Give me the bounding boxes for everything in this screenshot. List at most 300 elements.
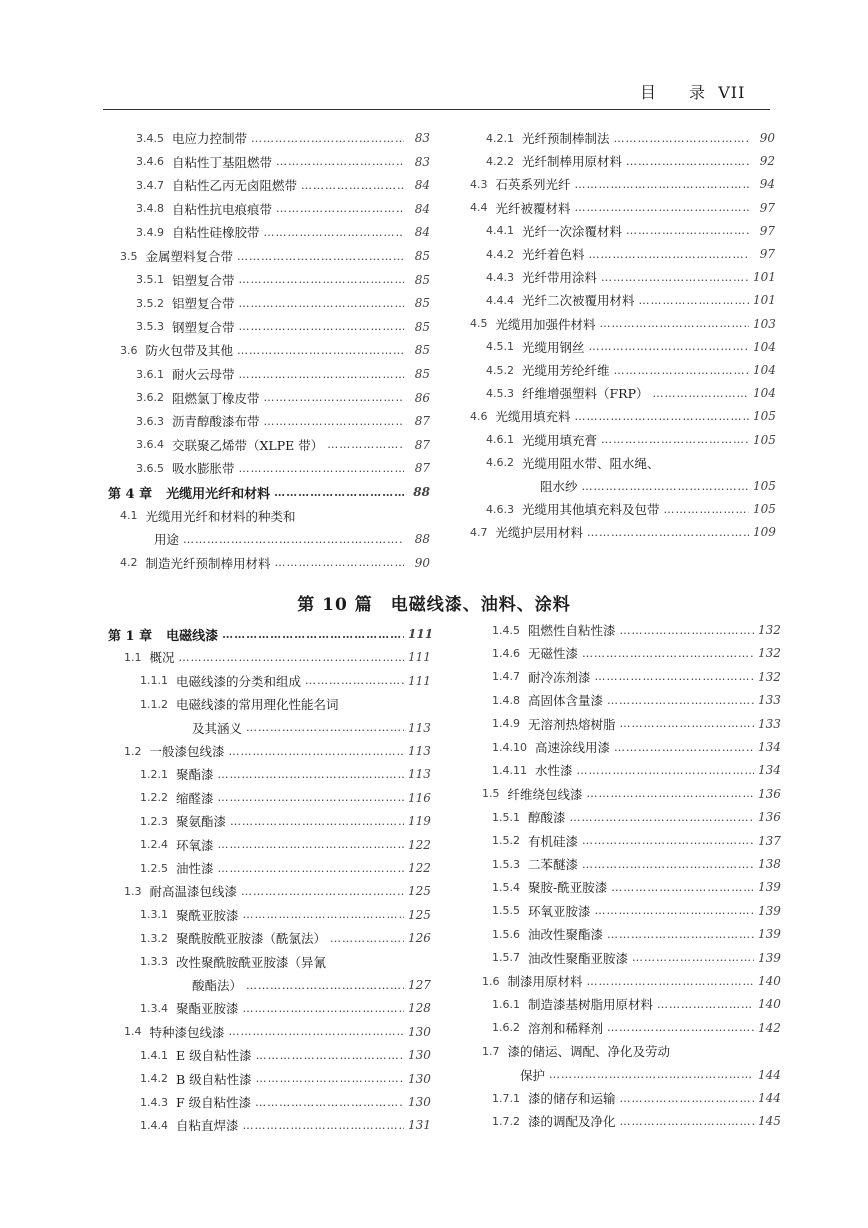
- toc-entry-title: 光缆用芳纶纤维: [522, 363, 610, 378]
- toc-entry-page: 139: [758, 880, 781, 895]
- toc-entry-page: 105: [753, 502, 776, 517]
- toc-leader-dots: [611, 881, 754, 894]
- toc-entry-title: 光缆用光纤和材料的种类和: [145, 508, 296, 524]
- toc-entry-title: F 级自粘性漆: [176, 1095, 252, 1110]
- toc-entry-title: 改性聚酰胺酰亚胺漆（异氰: [176, 954, 327, 970]
- toc-leader-dots: [620, 1092, 754, 1105]
- toc-entry-number: 1.4.7: [492, 670, 520, 684]
- toc-entry-number: 3.6.4: [136, 438, 164, 452]
- toc-leader-dots: [276, 202, 404, 215]
- toc-entry: [492, 714, 780, 734]
- toc-entry: [486, 499, 775, 519]
- toc-entry-number: 1.3.2: [140, 931, 168, 945]
- toc-entry-page: 109: [753, 525, 776, 540]
- toc-entry-number: 4.4.1: [486, 224, 514, 238]
- toc-entry-title: 环氧亚胺漆: [528, 903, 591, 919]
- toc-entry: [486, 337, 775, 357]
- toc-entry: [136, 270, 430, 290]
- toc-entry-number: 1.1.1: [140, 674, 168, 688]
- toc-entry: [124, 1022, 430, 1042]
- toc-entry-page: 126: [408, 931, 431, 946]
- toc-entry-number: 1.5.6: [492, 927, 520, 941]
- toc-leader-dots: [589, 340, 749, 353]
- toc-leader-dots: [582, 480, 749, 493]
- toc-entry: [140, 998, 430, 1018]
- toc-entry-number: 1.4.8: [492, 693, 520, 707]
- toc-entry: [486, 383, 775, 403]
- toc-entry-page: 104: [753, 386, 776, 401]
- toc-entry-title: 光纤带用涂料: [522, 270, 598, 286]
- toc-entry-page: 113: [408, 720, 431, 735]
- toc-entry: [470, 174, 775, 194]
- toc-entry-number: 1.4.9: [492, 717, 520, 731]
- toc-entry-title: 石英系列光纤: [495, 177, 571, 193]
- toc-entry-title: 漆的调配及净化: [528, 1114, 616, 1130]
- toc-entry-number: 1.4.5: [492, 623, 520, 637]
- toc-entry-number: 1.1: [124, 650, 142, 664]
- toc-entry: [140, 671, 430, 691]
- toc-entry-page: 144: [758, 1067, 781, 1082]
- toc-entry-number: 3.5.1: [136, 273, 164, 287]
- toc-entry-number: 4.3: [470, 177, 488, 191]
- toc-entry-number: 4.5.2: [486, 363, 514, 377]
- toc-entry-title: 纤维增强塑料（FRP）: [522, 386, 649, 402]
- toc-entry-page: 101: [753, 293, 776, 308]
- toc-entry-number: 4.1: [120, 509, 138, 523]
- toc-entry-title: 制漆用原材料: [507, 974, 583, 989]
- toc-leader-dots: [229, 745, 404, 758]
- toc-entry: [136, 293, 430, 313]
- toc-entry-title: 一般漆包线漆: [149, 744, 225, 759]
- toc-leader-dots: [632, 951, 754, 964]
- toc-entry-title: 吸水膨胀带: [172, 461, 235, 477]
- toc-entry-page: 85: [414, 367, 430, 381]
- toc-entry-page: 139: [758, 927, 781, 942]
- toc-entry-page: 84: [414, 225, 430, 240]
- toc-leader-dots: [239, 368, 404, 381]
- toc-entry-number: 1.4.10: [492, 740, 527, 754]
- part-name: 电磁线漆、油料、涂料: [390, 595, 571, 615]
- toc-entry: [482, 971, 780, 991]
- toc-entry-number: 第 4 章: [108, 486, 153, 502]
- toc-leader-dots: [620, 717, 754, 730]
- toc-entry-number: 3.4.8: [136, 202, 164, 216]
- toc-leader-dots: [243, 1002, 404, 1015]
- toc-leader-dots: [587, 787, 754, 800]
- toc-entry-number: 1.2.1: [140, 767, 168, 781]
- toc-entry-number: 1.6.1: [492, 997, 520, 1011]
- page-header: [640, 80, 745, 103]
- toc-entry-title: 光缆用阻水带、阻水绳、: [522, 455, 660, 471]
- toc-leader-dots: [607, 928, 754, 941]
- toc-entry-title: 耐高温漆包线漆: [149, 884, 238, 900]
- toc-entry: [470, 406, 775, 426]
- toc-entry-page: 127: [408, 978, 431, 992]
- toc-entry: [140, 764, 430, 784]
- toc-entry-title: 自粘性抗电痕痕带: [172, 201, 273, 217]
- toc-entry: [492, 807, 780, 827]
- toc-entry: [120, 340, 430, 360]
- toc-entry-page: 90: [759, 131, 775, 145]
- toc-entry-page: 132: [758, 623, 781, 637]
- toc-entry-page: 132: [758, 669, 781, 684]
- toc-leader-dots: [327, 438, 404, 451]
- header-label: 目: [640, 83, 658, 102]
- toc-entry-page: 83: [414, 154, 430, 169]
- toc-leader-dots: [241, 885, 404, 898]
- toc-entry: [486, 244, 775, 264]
- toc-leader-dots: [243, 1119, 404, 1132]
- part-number: 第 10 篇: [297, 595, 373, 615]
- toc-leader-dots: [229, 1025, 404, 1038]
- toc-entry: [470, 522, 775, 542]
- toc-entry-page: 132: [758, 646, 781, 661]
- toc-entry-number: 1.5.3: [492, 857, 520, 871]
- toc-entry-title: 漆的储运、调配、净化及劳动: [507, 1044, 671, 1060]
- toc-entry-page: 133: [758, 693, 781, 708]
- toc-leader-dots: [264, 415, 404, 428]
- toc-entry: [492, 760, 780, 780]
- toc-leader-dots: [230, 815, 404, 828]
- toc-entry-page: 128: [408, 1001, 431, 1016]
- toc-entry-number: 1.5.1: [492, 810, 520, 824]
- toc-entry: [486, 151, 775, 171]
- toc-entry-number: 1.6: [482, 974, 500, 988]
- toc-leader-dots: [218, 791, 404, 804]
- toc-entry-number: 3.6.2: [136, 391, 164, 405]
- toc-leader-dots: [614, 364, 749, 377]
- toc-entry: [136, 199, 430, 219]
- toc-entry-page: 122: [408, 837, 431, 852]
- toc-entry-title: 二苯醚漆: [528, 857, 579, 872]
- toc-leader-dots: [301, 179, 404, 192]
- toc-entry: [140, 811, 430, 831]
- toc-entry-number: 1.4.11: [492, 763, 527, 777]
- toc-entry-page: 85: [414, 272, 430, 287]
- toc-entry: [124, 741, 430, 761]
- toc-leader-dots: [239, 462, 404, 475]
- toc-leader-dots: [600, 317, 749, 330]
- toc-entry-title: 阻燃氯丁橡皮带: [172, 390, 260, 406]
- toc-entry-title: 耐冷冻剂漆: [528, 669, 591, 685]
- toc-entry-page: 119: [408, 814, 431, 829]
- toc-entry-number: 1.4: [124, 1025, 142, 1039]
- toc-leader-dots: [251, 132, 404, 145]
- header-label-2: 录: [689, 83, 707, 102]
- toc-entry-title: 阻燃性自粘性漆: [528, 623, 616, 638]
- toc-entry: [140, 1045, 430, 1065]
- toc-entry: [140, 788, 430, 808]
- toc-entry: [486, 430, 775, 450]
- toc-entry: [520, 1065, 780, 1085]
- toc-entry: [124, 647, 430, 667]
- toc-entry: [492, 1111, 780, 1131]
- toc-leader-dots: [570, 811, 754, 824]
- toc-entry: [492, 948, 780, 968]
- toc-entry: [140, 1069, 430, 1089]
- toc-entry-page: 105: [753, 479, 776, 493]
- toc-entry-page: 139: [758, 903, 781, 918]
- toc-entry-title: 聚酯漆: [176, 767, 214, 783]
- toc-entry-number: 1.2.4: [140, 838, 168, 852]
- toc-entry: [492, 737, 780, 757]
- toc-entry-number: 4.5.3: [486, 386, 514, 400]
- toc-entry-page: 131: [408, 1118, 431, 1133]
- toc-leader-dots: [549, 1068, 754, 1081]
- toc-entry-title: 醇酸漆: [528, 810, 566, 826]
- toc-entry: [492, 901, 780, 921]
- toc-entry-title: 自粘性乙丙无卤阻燃带: [172, 178, 298, 194]
- toc-entry-title: 电磁线漆的常用理化性能名词: [176, 697, 339, 713]
- toc-entry-number: 3.6.5: [136, 461, 164, 475]
- toc-entry: [120, 506, 430, 526]
- toc-entry: [192, 975, 430, 995]
- toc-entry-number: 4.2.2: [486, 154, 514, 168]
- toc-entry-page: 86: [414, 390, 430, 405]
- toc-entry-number: 3.4.7: [136, 178, 164, 192]
- toc-leader-dots: [575, 178, 749, 191]
- toc-entry-title: 高速涂线用漆: [535, 740, 611, 755]
- toc-entry-page: 85: [414, 319, 430, 334]
- toc-entry-number: 1.4.2: [140, 1072, 168, 1086]
- toc-leader-dots: [239, 273, 404, 286]
- toc-entry-page: 90: [414, 555, 430, 570]
- toc-leader-dots: [255, 1096, 404, 1109]
- toc-entry-page: 105: [753, 409, 776, 424]
- toc-leader-dots: [330, 932, 404, 945]
- toc-entry-page: 111: [408, 650, 431, 665]
- toc-leader-dots: [218, 768, 404, 781]
- toc-entry-title: B 级自粘性漆: [176, 1071, 252, 1087]
- toc-entry-number: 3.4.6: [136, 155, 164, 169]
- toc-entry: [470, 198, 775, 218]
- toc-leader-dots: [582, 647, 754, 660]
- toc-entry-number: 4.2.1: [486, 131, 514, 145]
- toc-entry-page: 104: [753, 363, 776, 377]
- toc-leader-dots: [601, 271, 749, 284]
- toc-entry-number: 4.4.3: [486, 270, 514, 284]
- toc-entry-number: 3.6.3: [136, 414, 164, 428]
- toc-entry-number: 1.5.2: [492, 834, 520, 848]
- toc-entry-title: 制造光纤预制棒用材料: [145, 555, 271, 571]
- toc-entry-page: 85: [414, 343, 430, 358]
- toc-leader-dots: [595, 904, 754, 917]
- toc-leader-dots: [276, 155, 404, 168]
- toc-entry-number: 1.5.4: [492, 880, 520, 894]
- toc-entry: [492, 1018, 780, 1038]
- toc-entry: [140, 858, 430, 878]
- toc-entry-number: 1.3.1: [140, 908, 168, 922]
- toc-entry-title: 耐火云母带: [172, 367, 235, 382]
- toc-entry-number: 1.4.1: [140, 1048, 168, 1062]
- toc-entry: [136, 128, 430, 148]
- toc-entry-title: 聚酯亚胺漆: [176, 1001, 239, 1017]
- toc-entry-title: 光纤制棒用原材料: [522, 154, 623, 170]
- toc-entry-number: 4.6.3: [486, 502, 514, 516]
- toc-entry-number: 1.1.2: [140, 697, 168, 711]
- toc-entry-title: 光纤一次涂覆材料: [522, 223, 623, 239]
- toc-entry-number: 1.3.3: [140, 955, 168, 969]
- toc-entry-page: 85: [414, 249, 430, 263]
- part-title: [0, 590, 868, 615]
- toc-leader-dots: [582, 858, 754, 871]
- toc-leader-dots: [653, 387, 750, 400]
- toc-leader-dots: [218, 862, 404, 875]
- toc-entry-page: 97: [759, 223, 775, 238]
- toc-entry-page: 92: [759, 154, 775, 169]
- toc-entry-number: 1.7.2: [492, 1114, 520, 1128]
- toc-entry: [486, 221, 775, 241]
- toc-entry-number: 1.5.7: [492, 951, 520, 965]
- toc-leader-dots: [595, 670, 754, 683]
- toc-entry-title: 纤维绕包线漆: [507, 786, 583, 802]
- toc-entry-title: 光缆用填充膏: [522, 432, 598, 448]
- toc-entry-page: 122: [408, 861, 431, 875]
- toc-entry: [136, 222, 430, 242]
- toc-entry-number: 3.6.1: [136, 367, 164, 381]
- toc-entry: [136, 435, 430, 455]
- toc-entry-page: 144: [758, 1091, 781, 1105]
- toc-entry-title: E 级自粘性漆: [176, 1048, 252, 1064]
- toc-entry-page: 130: [408, 1071, 431, 1086]
- toc-leader-dots: [620, 624, 754, 637]
- toc-entry: [482, 1041, 780, 1061]
- toc-entry-number: 1.3.4: [140, 1001, 168, 1015]
- toc-entry: [108, 624, 434, 644]
- toc-entry-title: 铝塑复合带: [172, 296, 235, 312]
- toc-entry-page: 142: [758, 1020, 781, 1035]
- toc-leader-dots: [256, 1072, 404, 1085]
- toc-entry-title: 有机硅漆: [528, 833, 579, 849]
- toc-entry-number: 4.4.2: [486, 247, 514, 261]
- toc-entry: [192, 718, 430, 738]
- toc-entry-page: 113: [408, 767, 431, 782]
- toc-entry-title: 电应力控制带: [172, 131, 248, 146]
- toc-entry: [136, 388, 430, 408]
- toc-leader-dots: [246, 721, 404, 734]
- toc-entry-title: 光纤二次被覆用材料: [522, 293, 635, 309]
- toc-leader-dots: [575, 410, 749, 423]
- toc-entry-number: 1.2.5: [140, 861, 168, 875]
- toc-entry-page: 136: [758, 786, 781, 801]
- toc-entry-page: 111: [408, 673, 431, 688]
- toc-entry-title: 聚酰亚胺漆: [176, 907, 239, 923]
- toc-entry-page: 125: [408, 907, 431, 922]
- toc-entry-title: 聚胺-酰亚胺漆: [528, 880, 608, 896]
- toc-entry-title: 缩醛漆: [176, 790, 214, 806]
- toc-entry-number: 4.6: [470, 409, 488, 423]
- toc-leader-dots: [239, 320, 404, 333]
- toc-entry: [140, 694, 430, 714]
- toc-leader-dots: [657, 998, 754, 1011]
- toc-entry: [492, 643, 780, 663]
- toc-entry: [120, 246, 430, 266]
- toc-entry-page: 130: [408, 1048, 431, 1063]
- toc-entry: [140, 952, 430, 972]
- toc-entry-page: 85: [414, 296, 430, 311]
- toc-entry-title: 无磁性漆: [528, 646, 579, 662]
- toc-entry-number: 1.4.6: [492, 646, 520, 660]
- toc-entry-title: 光纤着色料: [522, 247, 585, 262]
- toc-leader-dots: [639, 294, 749, 307]
- toc-entry-title: 特种漆包线漆: [149, 1024, 225, 1040]
- toc-leader-dots: [607, 1021, 754, 1034]
- toc-entry-page: 87: [414, 461, 430, 476]
- toc-entry-number: 1.6.2: [492, 1021, 520, 1035]
- toc-entry-title: 溶剂和稀释剂: [528, 1020, 604, 1036]
- toc-entry: [540, 476, 775, 496]
- toc-entry-title: 聚酰胺酰亚胺漆（酰氯法）: [176, 931, 327, 947]
- toc-leader-dots: [256, 1049, 404, 1062]
- toc-leader-dots: [614, 132, 749, 145]
- toc-leader-dots: [264, 391, 404, 404]
- toc-entry: [108, 482, 430, 502]
- toc-entry-title: 金属塑料复合带: [145, 249, 234, 264]
- toc-entry-number: 3.4.5: [136, 131, 164, 145]
- toc-entry: [124, 881, 430, 901]
- toc-entry-page: 84: [414, 201, 430, 216]
- toc-entry-title: 阻水纱: [540, 479, 578, 494]
- toc-leader-dots: [601, 433, 749, 446]
- toc-leader-dots: [626, 155, 749, 168]
- toc-entry-number: 4.4: [470, 201, 488, 215]
- toc-entry: [492, 994, 780, 1014]
- toc-entry-title: 光缆用光纤和材料: [166, 486, 271, 502]
- toc-leader-dots: [275, 556, 404, 569]
- toc-entry-page: 83: [414, 131, 430, 145]
- toc-entry-number: 1.5: [482, 787, 500, 801]
- toc-entry-title: 水性漆: [535, 763, 573, 779]
- toc-leader-dots: [589, 248, 749, 261]
- toc-entry: [482, 784, 780, 804]
- toc-entry-page: 133: [758, 716, 781, 731]
- toc-entry: [154, 529, 430, 549]
- toc-entry-page: 84: [414, 178, 430, 193]
- toc-leader-dots: [582, 834, 754, 847]
- toc-leader-dots: [626, 224, 749, 237]
- toc-entry-page: 103: [753, 316, 776, 331]
- toc-entry-title: 油改性聚酯亚胺漆: [528, 950, 629, 966]
- toc-entry-number: 4.7: [470, 525, 488, 539]
- toc-leader-dots: [614, 741, 754, 754]
- toc-entry-number: 4.2: [120, 556, 138, 570]
- toc-entry-title: 防火包带及其他: [145, 343, 234, 359]
- toc-entry-page: 137: [758, 833, 781, 848]
- toc-entry-page: 113: [408, 744, 431, 758]
- toc-entry-title: 光缆护层用材料: [495, 525, 584, 541]
- toc-entry-page: 88: [413, 485, 430, 499]
- toc-leader-dots: [575, 201, 749, 214]
- toc-entry-page: 111: [408, 627, 434, 641]
- toc-entry-page: 140: [758, 997, 781, 1012]
- toc-entry: [492, 620, 780, 640]
- toc-entry-number: 4.6.1: [486, 433, 514, 447]
- toc-entry-page: 88: [414, 532, 430, 547]
- toc-entry-number: 1.5.5: [492, 904, 520, 918]
- toc-entry-title: 油性漆: [176, 861, 214, 876]
- toc-entry: [140, 928, 430, 948]
- toc-leader-dots: [183, 533, 404, 546]
- toc-entry: [136, 152, 430, 172]
- toc-entry-title: 自粘性丁基阻燃带: [172, 154, 273, 170]
- toc-entry-page: 97: [759, 200, 775, 215]
- toc-entry: [140, 1092, 430, 1112]
- toc-entry-title: 概况: [149, 650, 175, 666]
- toc-entry-title: 漆的储存和运输: [528, 1091, 616, 1106]
- toc-leader-dots: [305, 674, 404, 687]
- toc-entry: [486, 267, 775, 287]
- toc-entry-page: 101: [753, 270, 776, 285]
